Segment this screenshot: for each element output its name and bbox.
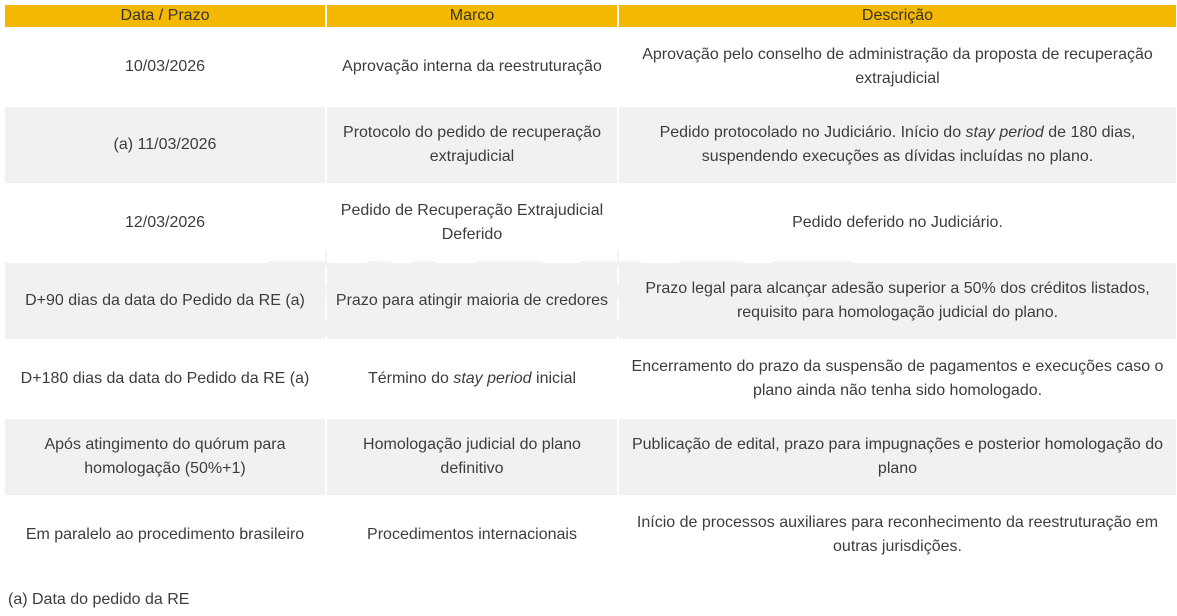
table-row <box>5 185 1176 261</box>
cell-date: D+90 dias da data do Pedido da RE (a) <box>5 263 325 339</box>
cell-date: (a) 11/03/2026 <box>5 107 325 183</box>
table-row <box>5 341 1176 417</box>
footnote: (a) Data do pedido da RE <box>8 591 190 608</box>
milestone-text: Término do <box>367 370 454 387</box>
description-text: Pedido protocolado no Judiciário. Início do <box>659 124 966 141</box>
cell-date: 12/03/2026 <box>5 185 325 261</box>
milestone-text: inicial <box>531 370 577 387</box>
cell-date: Em paralelo ao procedimento brasileiro <box>5 497 325 573</box>
table-row <box>5 29 1176 105</box>
cell-milestone: Protocolo do pedido de recuperação extrajudicial <box>327 107 617 183</box>
cell-milestone: Aprovação interna da reestruturação <box>327 29 617 105</box>
header-milestone: Marco <box>327 5 617 27</box>
description-text: de 180 dias, suspendendo execuções as dívidas incluídas no plano. <box>701 124 1136 165</box>
table-row <box>5 263 1176 339</box>
cell-milestone: Homologação judicial do plano definitivo <box>327 419 617 495</box>
header-date: Data / Prazo <box>5 5 325 27</box>
table-row <box>5 107 1176 183</box>
cell-milestone: Procedimentos internacionais <box>327 497 617 573</box>
cell-date: Após atingimento do quórum para homologação (50%+1) <box>5 419 325 495</box>
header-description: Descrição <box>619 5 1176 27</box>
cell-description: Início de processos auxiliares para reconhecimento da reestruturação em outras jurisdições. <box>619 497 1176 573</box>
cell-milestone: Pedido de Recuperação Extrajudicial Deferido <box>327 185 617 261</box>
table-row <box>5 497 1176 573</box>
cell-milestone: Prazo para atingir maioria de credores <box>327 263 617 339</box>
timeline-table <box>3 3 1177 575</box>
description-emphasis: stay period <box>965 124 1044 141</box>
cell-description: Pedido deferido no Judiciário. <box>619 185 1176 261</box>
header-row <box>5 5 1176 27</box>
cell-date: D+180 dias da data do Pedido da RE (a) <box>5 341 325 417</box>
cell-description: Aprovação pelo conselho de administração da proposta de recuperação extrajudicial <box>619 29 1176 105</box>
cell-description: Encerramento do prazo da suspensão de pagamentos e execuções caso o plano ainda não tenha sido homologado. <box>619 341 1176 417</box>
cell-description <box>619 107 1176 183</box>
cell-description: Publicação de edital, prazo para impugnações e posterior homologação do plano <box>619 419 1176 495</box>
milestone-emphasis: stay period <box>453 370 532 387</box>
cell-milestone <box>327 341 617 417</box>
table-row <box>5 419 1176 495</box>
cell-date: 10/03/2026 <box>5 29 325 105</box>
cell-description: Prazo legal para alcançar adesão superior a 50% dos créditos listados, requisito para homologação judicial do plano. <box>619 263 1176 339</box>
